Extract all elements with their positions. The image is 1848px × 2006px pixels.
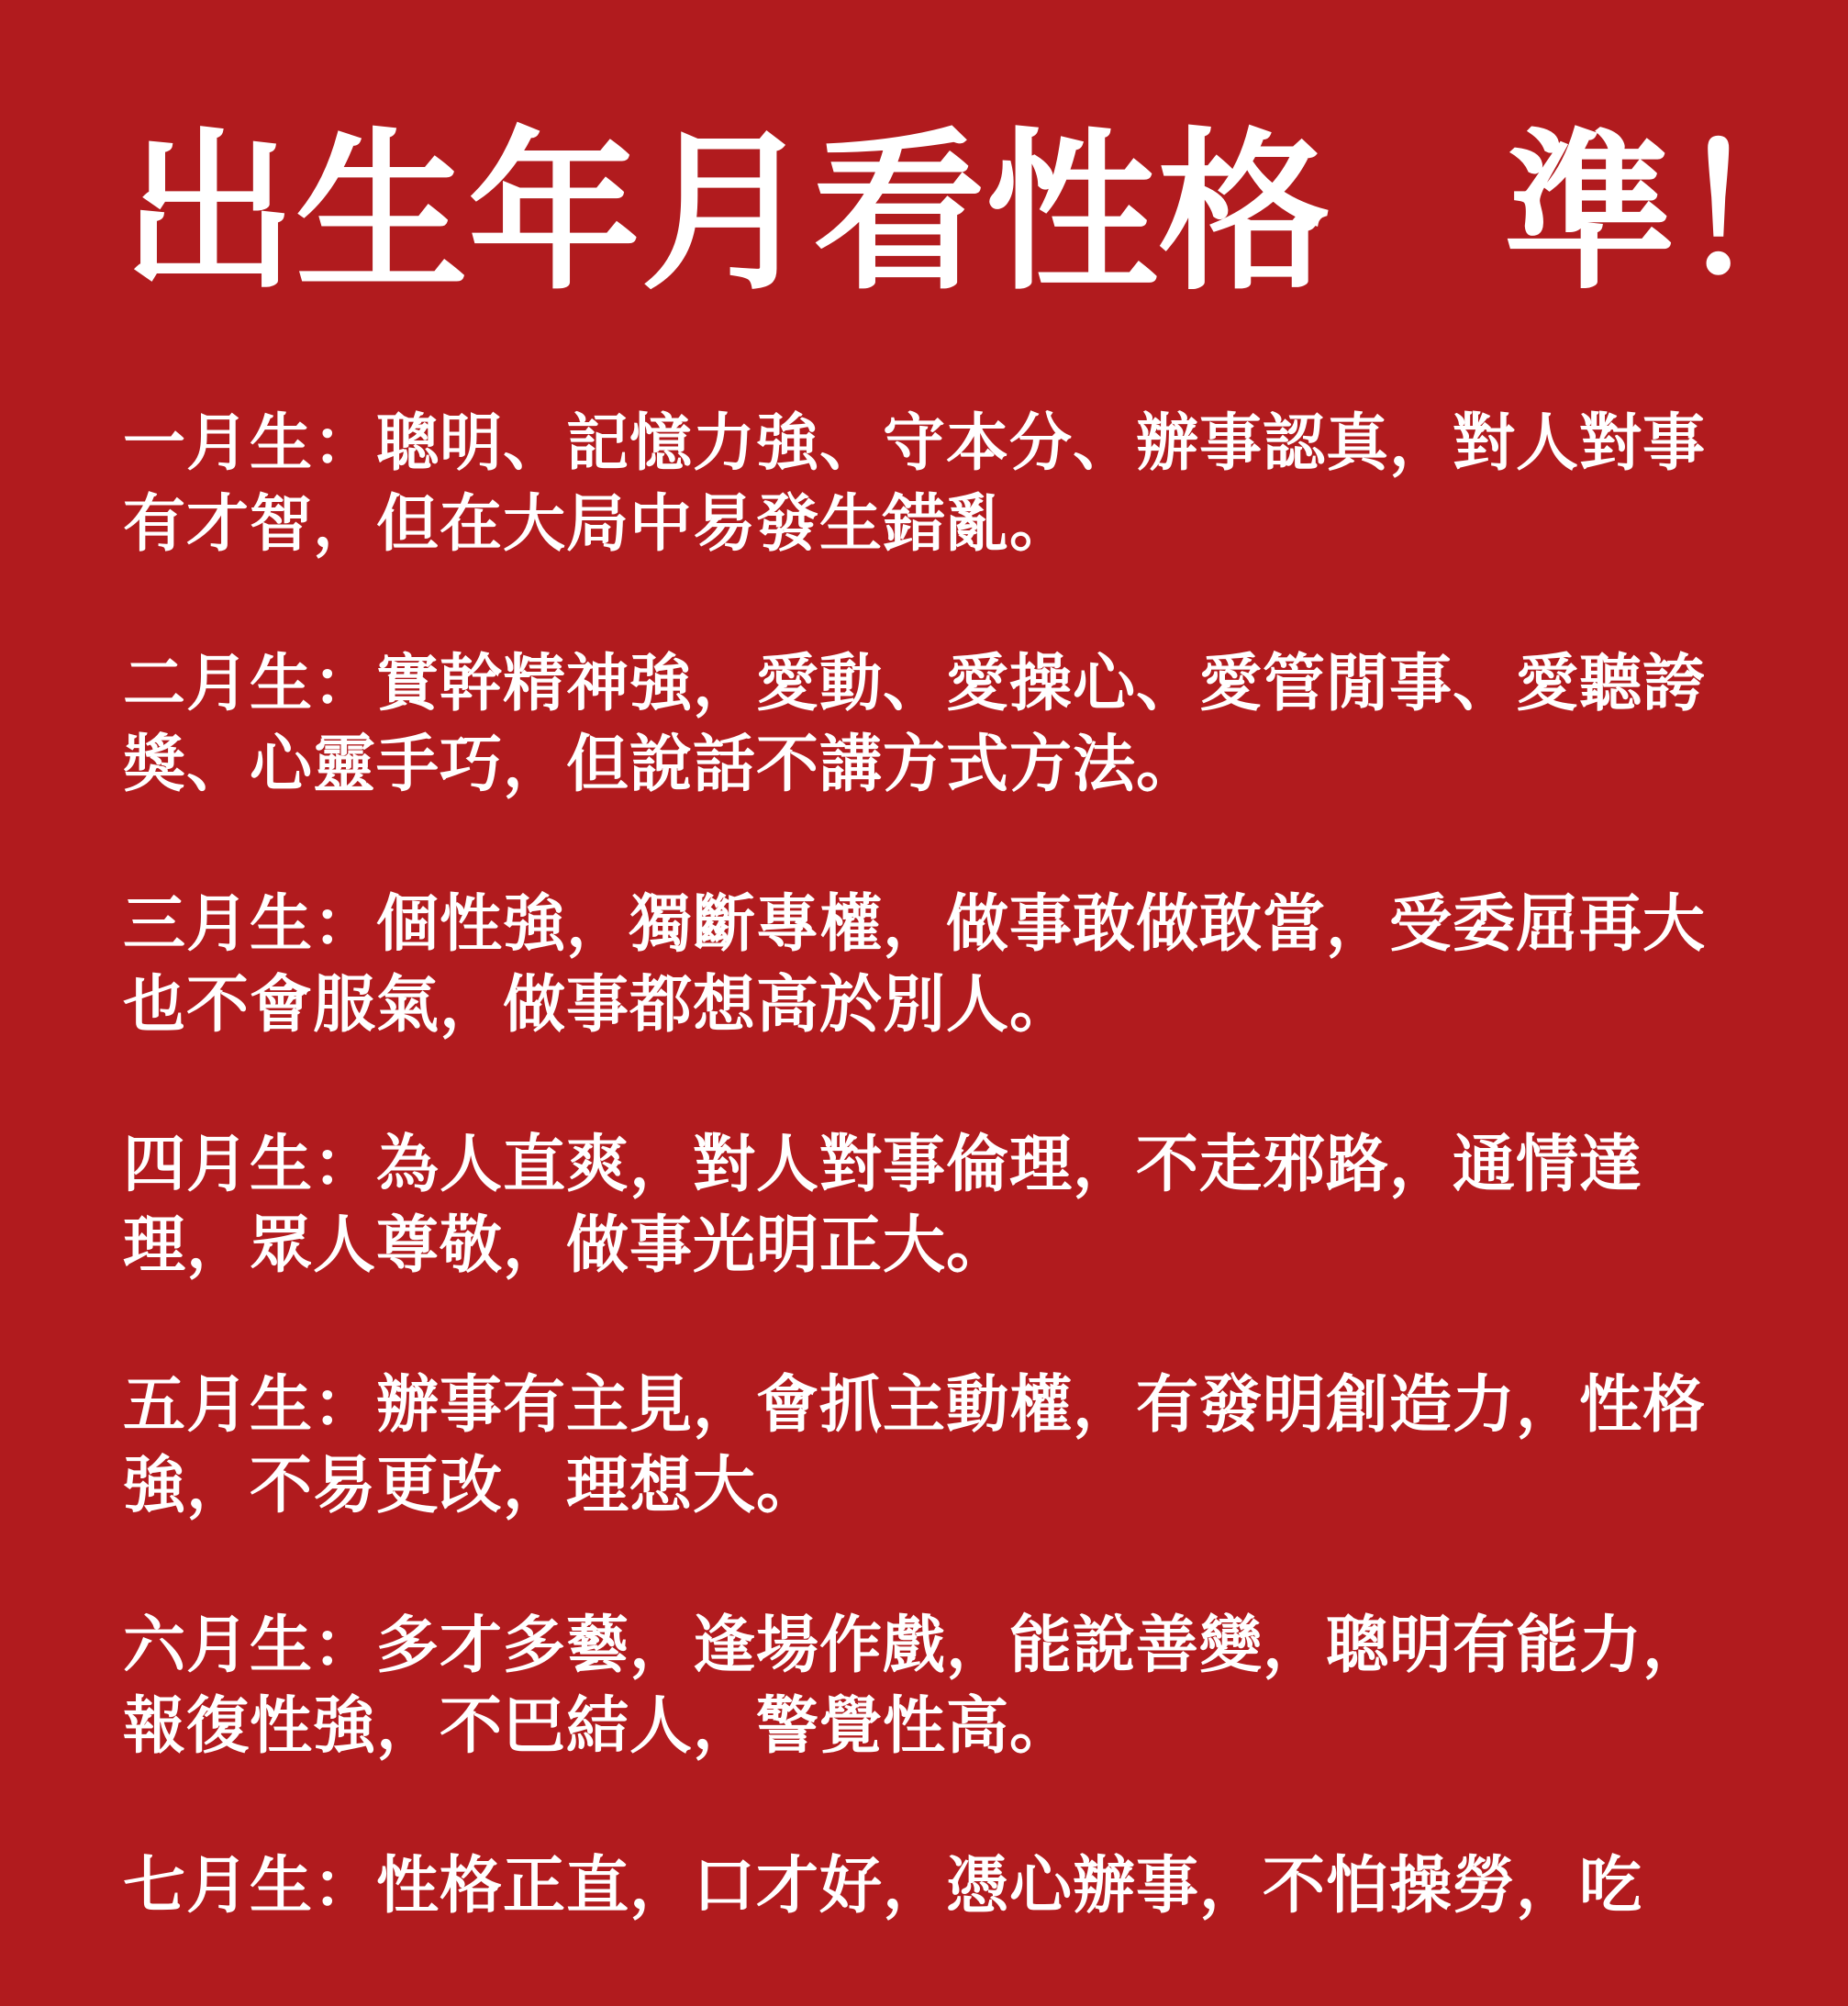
month-entry-march: 三月生：個性強，獨斷專權，做事敢做敢當，受委屈再大也不會服氣，做事都想高於別人。 (123, 888, 1707, 1042)
month-entry-january: 一月生：聰明、記憶力強、守本分、辦事認真，對人對事有才智，但在大局中易發生錯亂。 (123, 407, 1707, 561)
page-title: 出生年月看性格 準！ (123, 113, 1848, 314)
month-entry-february: 二月生：實幹精神強，愛動、愛操心、愛管閒事、愛聽誇獎、心靈手巧，但說話不講方式方法。 (123, 648, 1707, 801)
month-entry-july: 七月生：性格正直，口才好，憑心辦事，不怕操勞，吃 (123, 1850, 1643, 1922)
month-entry-may: 五月生：辦事有主見，會抓主動權，有發明創造力，性格強，不易更改，理想大。 (123, 1369, 1707, 1522)
month-entry-april: 四月生：為人直爽，對人對事倫理，不走邪路，通情達理，眾人尊敬，做事光明正大。 (123, 1129, 1643, 1282)
month-list (123, 404, 1738, 2006)
month-entry-june: 六月生：多才多藝，逢場作戲，能說善變，聰明有能力，報復性強，不巴結人，警覺性高。 (123, 1610, 1707, 1763)
